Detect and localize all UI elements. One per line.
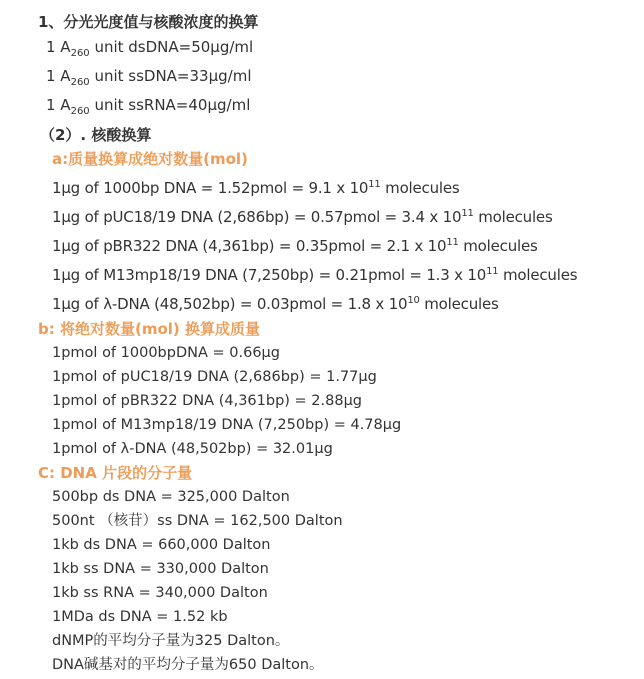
a260-value: unit dsDNA=50μg/ml xyxy=(89,38,254,56)
exponent: 11 xyxy=(486,266,499,277)
exponent: 11 xyxy=(461,208,474,219)
a260-value: unit ssDNA=33μg/ml xyxy=(89,67,252,85)
a260-value: unit ssRNA=40μg/ml xyxy=(89,96,251,114)
a260-subscript: 260 xyxy=(70,106,90,117)
section-c-row: 500nt （核苷）ss DNA = 162,500 Dalton xyxy=(52,513,343,529)
section-c-row: 1MDa ds DNA = 1.52 kb xyxy=(52,609,228,625)
section-c-row: 1kb ds DNA = 660,000 Dalton xyxy=(52,537,271,553)
section-a-row: 1μg of M13mp18/19 DNA (7,250bp) = 0.21pmol = 1.3 x $10^{11}$ molecules xyxy=(52,266,578,284)
section-b-title: b: 将绝对数量(mol) 换算成质量 xyxy=(38,320,260,338)
a260-subscript: 260 xyxy=(70,77,90,88)
a260-subscript: 260 xyxy=(70,48,90,59)
section-c-row: 1kb ss DNA = 330,000 Dalton xyxy=(52,561,269,577)
section-c-title: C: DNA 片段的分子量 xyxy=(38,464,193,482)
section-b-row: 1pmol of pBR322 DNA (4,361bp) = 2.88μg xyxy=(52,393,363,409)
section-c-row: 1kb ss RNA = 340,000 Dalton xyxy=(52,585,268,601)
section-a-row: 1μg of 1000bp DNA = 1.52pmol = 9.1 x $10^{11}$ molecules xyxy=(52,179,460,197)
a260-ssrna-line xyxy=(46,96,251,117)
a260-prefix: 1 A xyxy=(46,96,71,114)
exponent: 11 xyxy=(446,237,459,248)
section-b-row: 1pmol of 1000bpDNA = 0.66μg xyxy=(52,345,280,361)
section-a-row: 1μg of λ-DNA (48,502bp) = 0.03pmol = 1.8 x $10^{10}$ molecules xyxy=(52,295,499,313)
section-c-row: 500bp ds DNA = 325,000 Dalton xyxy=(52,489,290,505)
a260-prefix: 1 A xyxy=(46,67,71,85)
section-b-row: 1pmol of λ-DNA (48,502bp) = 32.01μg xyxy=(52,441,333,457)
a260-prefix: 1 A xyxy=(46,38,71,56)
section-c-row: DNA碱基对的平均分子量为650 Dalton。 xyxy=(52,657,324,673)
heading-conversion: 1、分光光度值与核酸浓度的换算 xyxy=(38,13,259,31)
a260-dsdna-line xyxy=(46,38,254,59)
section-a-row: 1μg of pBR322 DNA (4,361bp) = 0.35pmol = 2.1 x $10^{11}$ molecules xyxy=(52,237,538,255)
exponent: 11 xyxy=(368,179,381,190)
section-a-title: a:质量换算成绝对数量(mol) xyxy=(52,150,248,168)
section-b-row: 1pmol of M13mp18/19 DNA (7,250bp) = 4.78μg xyxy=(52,417,402,433)
section-a-row: 1μg of pUC18/19 DNA (2,686bp) = 0.57pmol = 3.4 x $10^{11}$ molecules xyxy=(52,208,553,226)
a260-ssdna-line xyxy=(46,67,252,88)
exponent: 10 xyxy=(407,295,420,306)
section-c-row: dNMP的平均分子量为325 Dalton。 xyxy=(52,633,290,649)
heading-nucleic-conversion: （2）. 核酸换算 xyxy=(40,126,152,144)
section-b-row: 1pmol of pUC18/19 DNA (2,686bp) = 1.77μg xyxy=(52,369,377,385)
